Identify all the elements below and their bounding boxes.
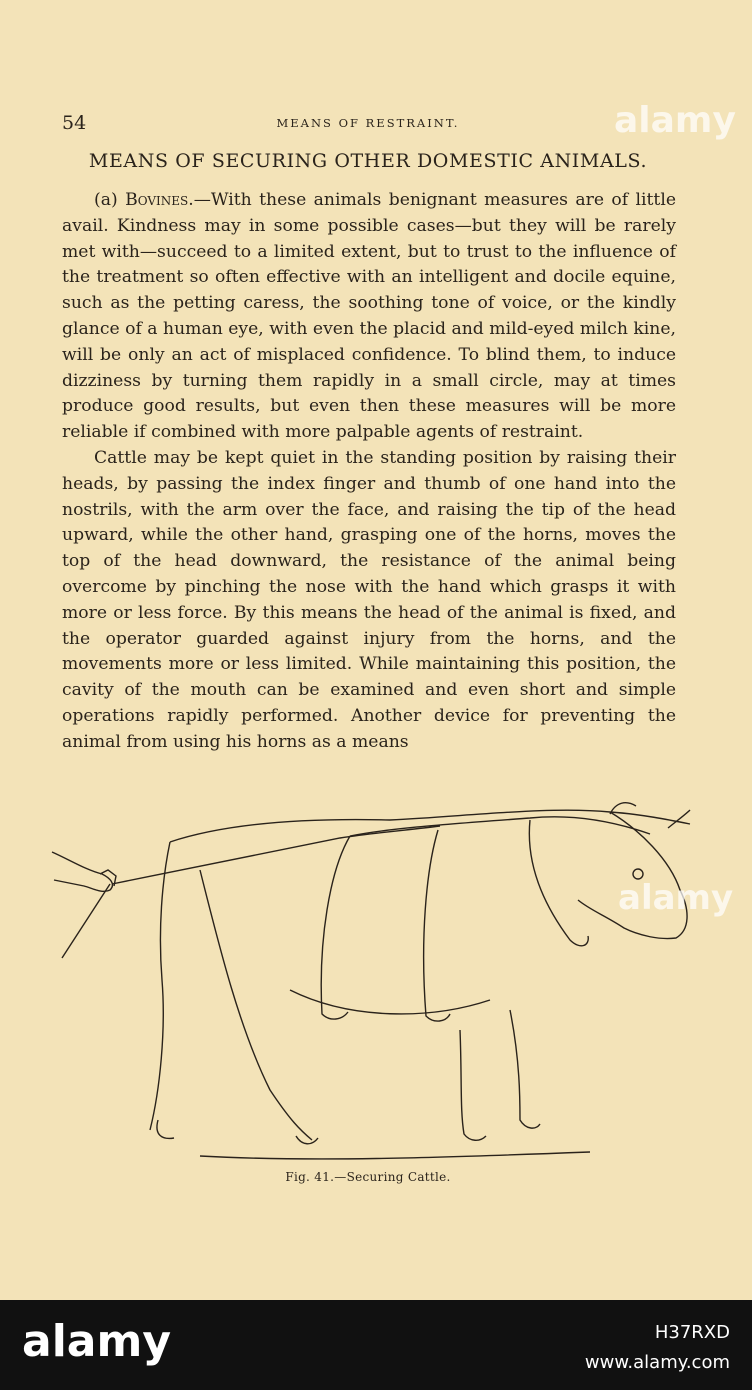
figure-securing-cattle [50, 790, 700, 1170]
watermark-middle: alamy [618, 878, 734, 918]
section-title: MEANS OF SECURING OTHER DOMESTIC ANIMALS. [88, 150, 648, 172]
page-header [62, 108, 674, 138]
paragraph-bovines [62, 188, 676, 446]
page-number: 54 [62, 112, 87, 134]
stock-footer-bar [0, 1300, 752, 1390]
paragraph-1-text: —With these animals benignant measures are of little avail. Kindness may in some possible cases—but they will be rarely met with—succeed to a limited extent, but to trust to the influence of the treatment so often effective with an intelligent and docile equine, such as the petting caress, the soothing tone of voice, or the kindly glance of a human eye, with even the placid and mild-eyed milch kine, will be only an act of misplaced confidence. To blind them, to induce dizziness by turning them rapidly in a small circle, may at times produce good results, but even then these measures will be more reliable if combined with more palpable agents of restraint. [62, 190, 676, 443]
footer-url: www.alamy.com [584, 1352, 730, 1373]
paragraph-cattle: Cattle may be kept quiet in the standing position by raising their heads, by passing the index finger and thumb of one hand into the nostrils, with the arm over the face, and raising the tip of the head upward, while the other hand, grasping one of the horns, moves the top of the head downward, the resistance of the animal being overcome by pinching the nose with the hand which grasps it with more or less force. By this means the head of the animal is fixed, and the operator guarded against injury from the horns, and the movements more or less limited. While maintaining this position, the cavity of the mouth can be examined and even short and simple operations rapidly performed. Another device for preventing the animal from using his horns as a means [62, 447, 676, 752]
body-text [62, 188, 676, 756]
paragraph-term: Bovines. [125, 190, 194, 210]
cattle-illustration [50, 790, 700, 1170]
running-head: MEANS OF RESTRAINT. [276, 116, 460, 130]
footer-image-id: H37RXD [654, 1322, 730, 1343]
paragraph-label: (a) [94, 190, 118, 210]
watermark-top: alamy [614, 100, 736, 141]
figure-caption: Fig. 41.—Securing Cattle. [285, 1170, 451, 1184]
footer-brand-logo: alamy [22, 1316, 171, 1367]
